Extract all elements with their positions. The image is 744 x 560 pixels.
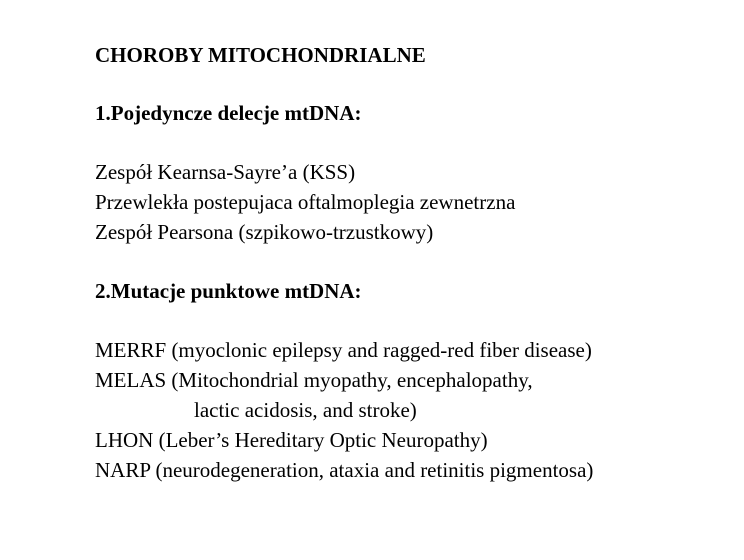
list-item-melas (95, 365, 735, 425)
single-deletions-list (95, 157, 735, 247)
list-item: LHON (Leber’s Hereditary Optic Neuropathy) (95, 428, 488, 452)
list-item: Przewlekła postepujaca oftalmoplegia zewnetrzna (95, 190, 516, 214)
point-mutations-list (95, 335, 735, 485)
list-item-text: MELAS (Mitochondrial myopathy, encephalopathy, (95, 368, 533, 392)
section-heading-point-mutations: 2.Mutacje punktowe mtDNA: (95, 279, 362, 303)
list-item: NARP (neurodegeneration, ataxia and retinitis pigmentosa) (95, 458, 594, 482)
document-title: CHOROBY MITOCHONDRIALNE (95, 43, 426, 67)
document-page (95, 40, 735, 514)
section-heading-single-deletions: 1.Pojedyncze delecje mtDNA: (95, 101, 362, 125)
list-item-continuation: lactic acidosis, and stroke) (194, 398, 417, 422)
list-item: MERRF (myoclonic epilepsy and ragged-red fiber disease) (95, 338, 592, 362)
list-item: Zespół Kearnsa-Sayre’a (KSS) (95, 160, 356, 184)
list-item: Zespół Pearsona (szpikowo-trzustkowy) (95, 220, 434, 244)
